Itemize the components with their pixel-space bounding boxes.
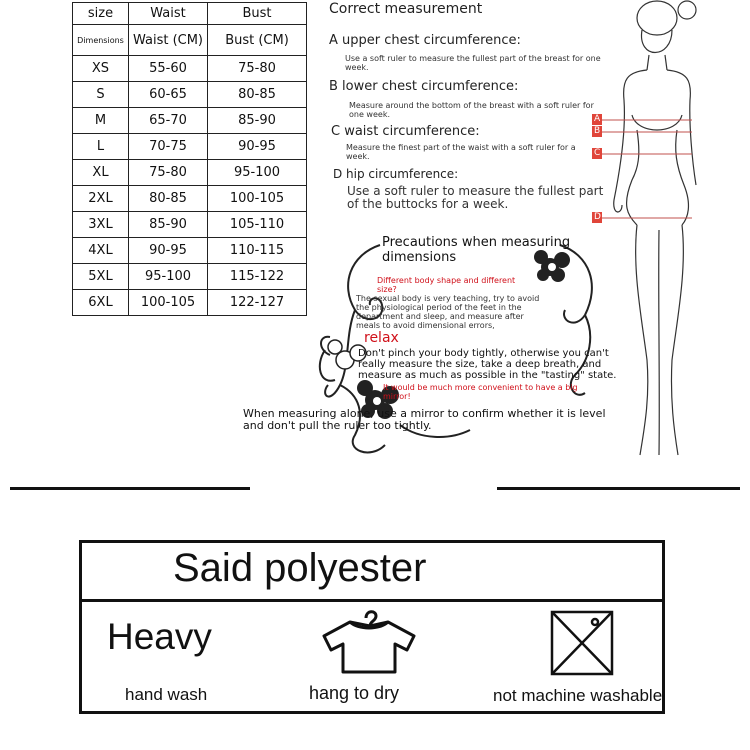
divider-left: [10, 487, 250, 490]
size-cell: 6XL: [73, 290, 129, 316]
bust-cell: 122-127: [208, 290, 307, 316]
care-label-divider: [79, 599, 665, 602]
waist-cell: 70-75: [129, 134, 208, 160]
divider-right: [497, 487, 740, 490]
waist-cell: 90-95: [129, 238, 208, 264]
bust-cell: 85-90: [208, 108, 307, 134]
precautions-text-3: When measuring alone, use a mirror to confirm whether it is level and don't pull the ruler too tightly.: [243, 407, 606, 432]
bust-cell: 95-100: [208, 160, 307, 186]
table-row: [73, 290, 307, 316]
bust-cell: 100-105: [208, 186, 307, 212]
care-title: Said polyester: [173, 546, 427, 590]
waist-cell: 55-60: [129, 56, 208, 82]
precautions-red-note: Different body shape and different size?: [377, 276, 516, 294]
size-table: [72, 2, 307, 316]
marker-b: B: [594, 126, 601, 136]
size-cell: S: [73, 82, 129, 108]
upper-chest-text: Use a soft ruler to measure the fullest part of the breast for one week.: [345, 54, 601, 72]
waist-cell: 85-90: [129, 212, 208, 238]
waist-cell: 100-105: [129, 290, 208, 316]
size-cell: 5XL: [73, 264, 129, 290]
size-cell: 4XL: [73, 238, 129, 264]
heavy-label: Heavy: [107, 616, 212, 657]
precautions-red-note-2: It would be much more convenient to have a big mirror!: [383, 383, 578, 401]
upper-chest-heading: A upper chest circumference:: [329, 33, 521, 48]
table-row: [73, 186, 307, 212]
size-cell: M: [73, 108, 129, 134]
precautions-title: Precautions when measuring dimensions: [382, 235, 571, 265]
table-row: [73, 212, 307, 238]
not-machine-washable-label: not machine washable: [493, 686, 663, 705]
table-row: [73, 160, 307, 186]
body-figure: [592, 0, 750, 470]
subheader-bust-cm: Bust (CM): [208, 25, 307, 56]
lower-chest-text: Measure around the bottom of the breast with a soft ruler for one week.: [349, 101, 594, 119]
bust-cell: 105-110: [208, 212, 307, 238]
no-tumble-dry-icon: [549, 608, 615, 678]
bust-cell: 110-115: [208, 238, 307, 264]
waist-cell: 80-85: [129, 186, 208, 212]
lower-chest-heading: B lower chest circumference:: [329, 79, 519, 94]
precautions-text-1: The sexual body is very teaching, try to avoid the physiological period of the feet in the department and sleep, and measure after meals to avoid dimensional errors,: [356, 294, 540, 330]
size-cell: 3XL: [73, 212, 129, 238]
size-table-subheader: [73, 25, 307, 56]
waist-cell: 95-100: [129, 264, 208, 290]
waist-text: Measure the finest part of the waist with a soft ruler for a week.: [346, 143, 576, 161]
marker-c: C: [594, 148, 601, 158]
size-cell: L: [73, 134, 129, 160]
table-row: [73, 238, 307, 264]
bust-cell: 75-80: [208, 56, 307, 82]
hang-to-dry-label: hang to dry: [309, 683, 400, 703]
hip-text: Use a soft ruler to measure the fullest part of the buttocks for a week.: [347, 184, 604, 211]
header-size: size: [73, 3, 129, 25]
marker-a: A: [594, 114, 601, 124]
measure-title: Correct measurement: [329, 1, 483, 17]
bust-cell: 115-122: [208, 264, 307, 290]
table-row: [73, 108, 307, 134]
relax-label: relax: [364, 330, 399, 346]
subheader-dimensions: Dimensions: [73, 25, 129, 56]
precautions-text-2: Don't pinch your body tightly, otherwise you can't really measure the size, take a deep breath, and measure as much as possible in the "tasting" state.: [358, 348, 617, 381]
subheader-waist-cm: Waist (CM): [129, 25, 208, 56]
waist-cell: 65-70: [129, 108, 208, 134]
bust-cell: 80-85: [208, 82, 307, 108]
waist-cell: 75-80: [129, 160, 208, 186]
table-row: [73, 82, 307, 108]
waist-heading: C waist circumference:: [331, 124, 480, 139]
table-row: [73, 264, 307, 290]
size-cell: XL: [73, 160, 129, 186]
hand-wash-label: hand wash: [125, 685, 208, 704]
waist-cell: 60-65: [129, 82, 208, 108]
bust-cell: 90-95: [208, 134, 307, 160]
size-cell: 2XL: [73, 186, 129, 212]
size-table-header: [73, 3, 307, 25]
size-cell: XS: [73, 56, 129, 82]
header-bust: Bust: [208, 3, 307, 25]
header-waist: Waist: [129, 3, 208, 25]
marker-d: D: [594, 212, 601, 222]
hip-heading: D hip circumference:: [333, 167, 459, 181]
table-row: [73, 134, 307, 160]
table-row: [73, 56, 307, 82]
hanger-shirt-icon: [318, 606, 420, 674]
